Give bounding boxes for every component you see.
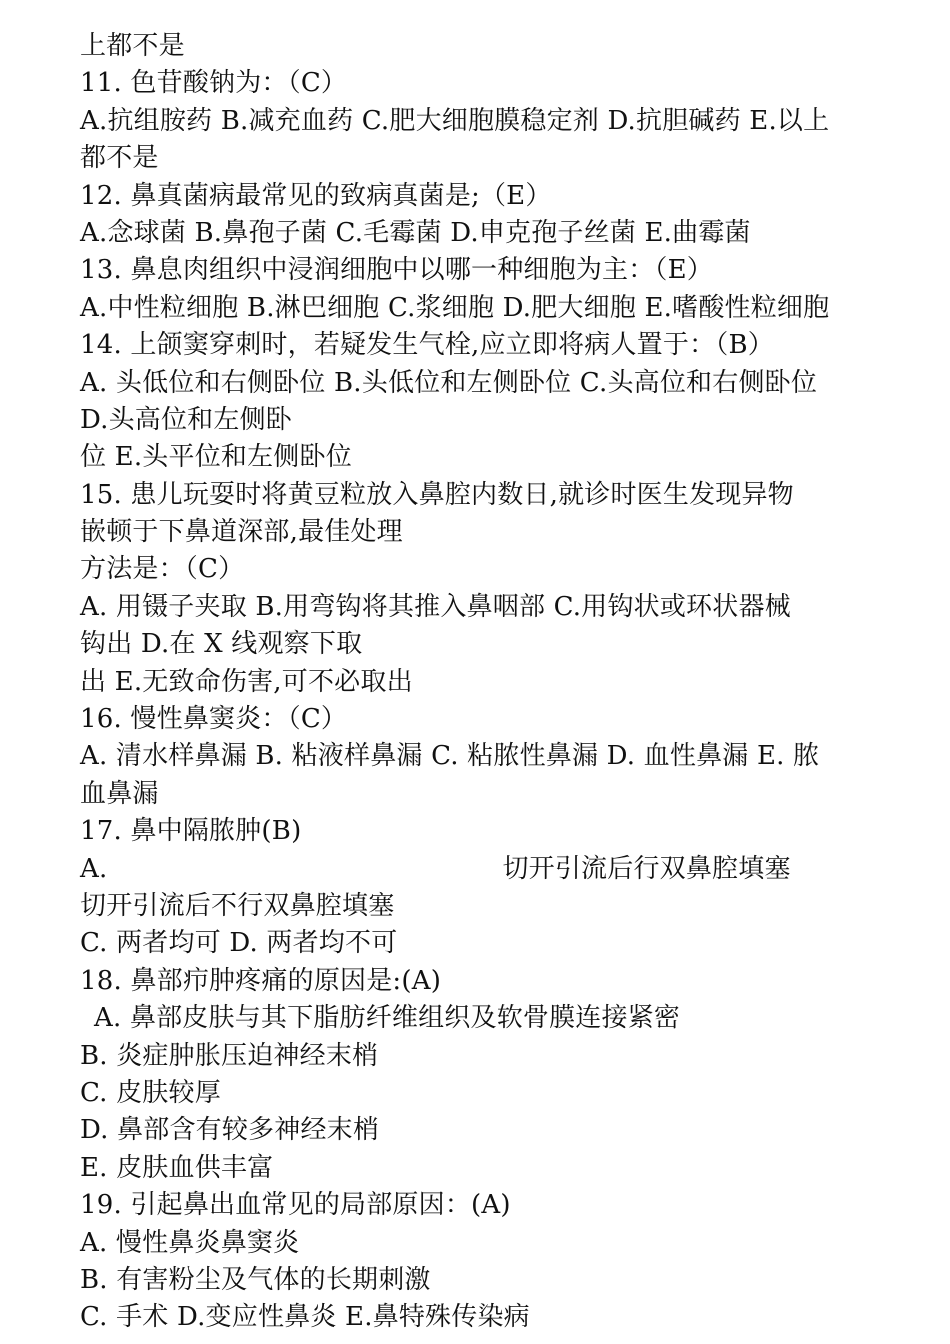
question-14-options-cont: D.头高位和左侧卧: [80, 404, 292, 435]
question-15-options: A. 用镊子夹取 B.用弯钩将其推入鼻咽部 C.用钩状或环状器械: [80, 591, 791, 622]
question-19-option-a: A. 慢性鼻炎鼻窦炎: [80, 1227, 300, 1258]
question-11-options: A.抗组胺药 B.减充血药 C.肥大细胞膜稳定剂 D.抗胆碱药 E.以上: [80, 105, 830, 136]
question-14-options: A. 头低位和右侧卧位 B.头低位和左侧卧位 C.头高位和右侧卧位: [80, 367, 818, 398]
question-12-options: A.念球菌 B.鼻孢子菌 C.毛霉菌 D.申克孢子丝菌 E.曲霉菌: [80, 217, 751, 248]
option-a-letter: A.: [80, 853, 108, 884]
question-13-options: A.中性粒细胞 B.淋巴细胞 C.浆细胞 D.肥大细胞 E.嗜酸性粒细胞: [80, 292, 830, 323]
option-a-text: 切开引流后行双鼻腔填塞: [502, 853, 791, 884]
question-18-option-c: C. 皮肤较厚: [80, 1077, 221, 1108]
question-15-cont2: 方法是：（C）: [80, 554, 245, 585]
question-11-options-cont: 都不是: [80, 143, 159, 174]
question-18-option-a: A. 鼻部皮肤与其下脂肪纤维组织及软骨膜连接紧密: [94, 1003, 681, 1034]
question-19: 19. 引起鼻出血常见的局部原因：(A): [80, 1190, 511, 1221]
question-15-options-cont2: 出 E.无致命伤害,可不必取出: [80, 666, 413, 697]
document-page: [80, 28, 880, 1337]
question-19-option-c: C. 手术 D.变应性鼻炎 E.鼻特殊传染病: [80, 1302, 530, 1333]
question-17-option-a: [80, 851, 880, 888]
question-17-options-cd: C. 两者均可 D. 两者均不可: [80, 928, 398, 959]
question-17: 17. 鼻中隔脓肿(B): [80, 816, 302, 847]
question-15-cont: 嵌顿于下鼻道深部,最佳处理: [80, 517, 403, 548]
question-19-option-b: B. 有害粉尘及气体的长期刺激: [80, 1264, 431, 1295]
question-15: 15. 患儿玩耍时将黄豆粒放入鼻腔内数日,就诊时医生发现异物: [80, 479, 794, 510]
question-16: 16. 慢性鼻窦炎：（C）: [80, 704, 348, 735]
question-15-options-cont: 钩出 D.在 X 线观察下取: [80, 629, 363, 660]
question-14: 14. 上颌窦穿刺时，若疑发生气栓,应立即将病人置于：（B）: [80, 330, 774, 361]
question-13: 13. 鼻息肉组织中浸润细胞中以哪一种细胞为主：（E）: [80, 255, 713, 286]
text-line: 上都不是: [80, 31, 185, 61]
question-18: 18. 鼻部疖肿疼痛的原因是:(A): [80, 965, 442, 996]
question-14-options-cont2: 位 E.头平位和左侧卧位: [80, 442, 352, 473]
question-17-option-b: 切开引流后不行双鼻腔填塞: [80, 890, 395, 921]
question-18-option-d: D. 鼻部含有较多神经末梢: [80, 1115, 380, 1146]
question-11: 11. 色苷酸钠为：（C）: [80, 68, 348, 99]
question-16-options-cont: 血鼻漏: [80, 778, 159, 809]
question-16-options: A. 清水样鼻漏 B. 粘液样鼻漏 C. 粘脓性鼻漏 D. 血性鼻漏 E. 脓: [80, 741, 820, 772]
question-18-option-b: B. 炎症肿胀压迫神经末梢: [80, 1040, 379, 1071]
question-18-option-e: E. 皮肤血供丰富: [80, 1152, 274, 1183]
question-12: 12. 鼻真菌病最常见的致病真菌是;（E）: [80, 180, 552, 211]
